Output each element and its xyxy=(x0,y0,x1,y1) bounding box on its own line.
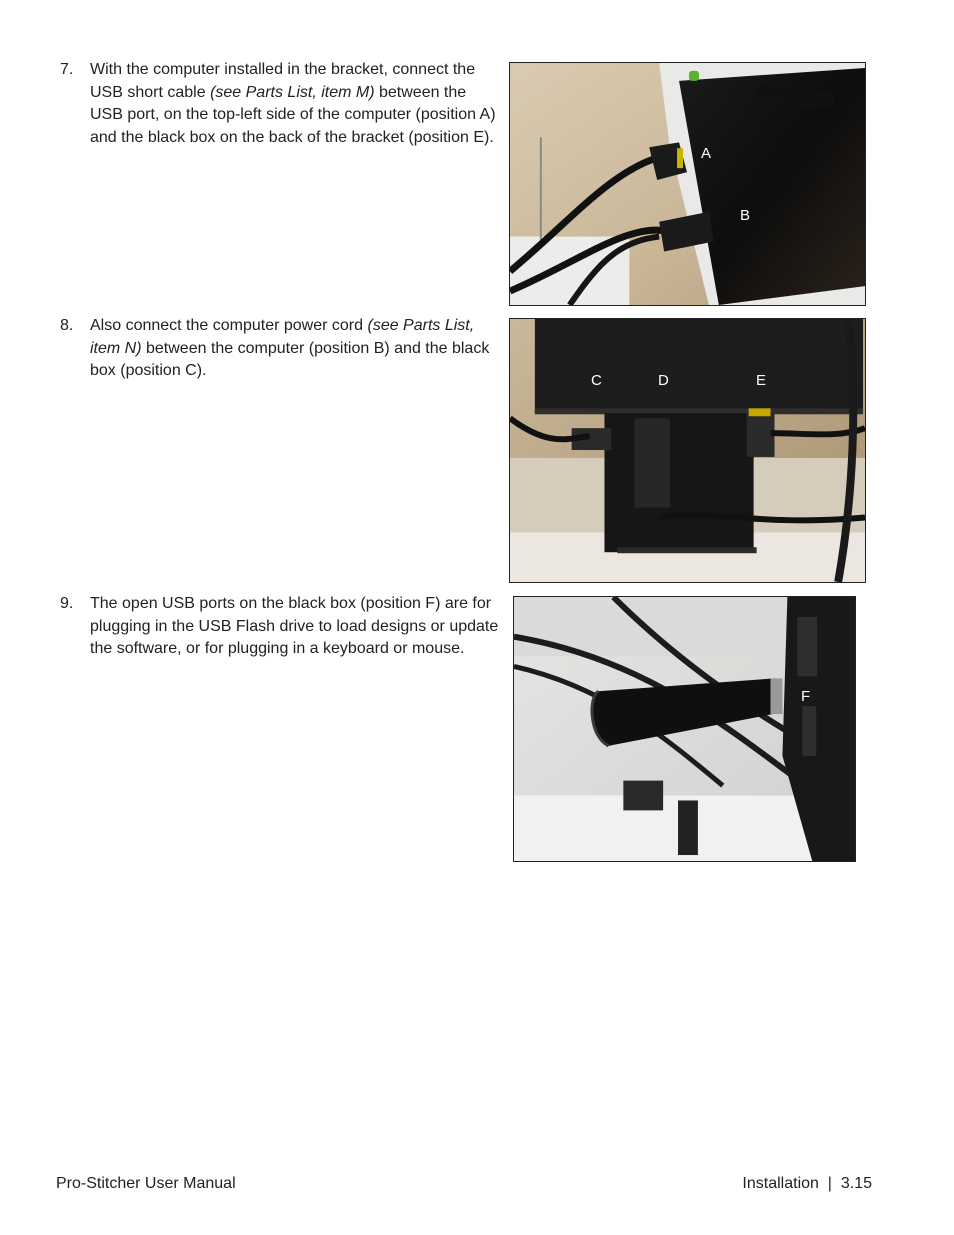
step-8 xyxy=(60,315,500,383)
footer-manual-title: Pro-Stitcher User Manual xyxy=(56,1175,236,1192)
step-text-italic: (see Parts List, item N) xyxy=(90,317,475,357)
step-9 xyxy=(60,593,500,661)
position-label-d: D xyxy=(658,372,669,389)
position-label-a: A xyxy=(701,145,712,162)
photo-black-box-image xyxy=(510,319,865,582)
position-label-e: E xyxy=(756,372,767,389)
step-text xyxy=(90,59,500,149)
step-number: 8. xyxy=(60,317,74,334)
step-text-part: between the computer (position B) and the black box (position C). xyxy=(90,339,490,380)
step-text xyxy=(90,593,500,661)
step-text xyxy=(90,315,500,383)
photo-black-box-connectors xyxy=(509,318,866,583)
step-text-italic: (see Parts List, item M) xyxy=(210,83,375,101)
position-label-b: B xyxy=(740,207,751,224)
step-text-part: Also connect the computer power cord xyxy=(90,317,368,334)
step-text-part: The open USB ports on the black box (position F) are for plugging in the USB Flash drive to load designs or update the software, or for plugging in a keyboard or mouse. xyxy=(90,595,499,658)
step-number: 9. xyxy=(60,595,74,612)
photo-usb-flash-drive-image xyxy=(514,597,855,861)
step-text-part: With the computer installed in the bracket, connect the USB short cable xyxy=(90,61,476,101)
photo-tablet-usb-image xyxy=(510,63,865,305)
footer-section-page: Installation | 3.15 xyxy=(742,1175,872,1192)
step-number: 7. xyxy=(60,61,74,78)
position-label-c: C xyxy=(591,372,602,389)
photo-usb-flash-drive xyxy=(513,596,856,862)
step-text-part: between the USB port, on the top-left side of the computer (position A) and the black box on the back of the bracket (position E). xyxy=(90,83,496,146)
position-label-f: F xyxy=(801,688,811,705)
photo-tablet-usb xyxy=(509,62,866,306)
step-7 xyxy=(60,59,500,149)
